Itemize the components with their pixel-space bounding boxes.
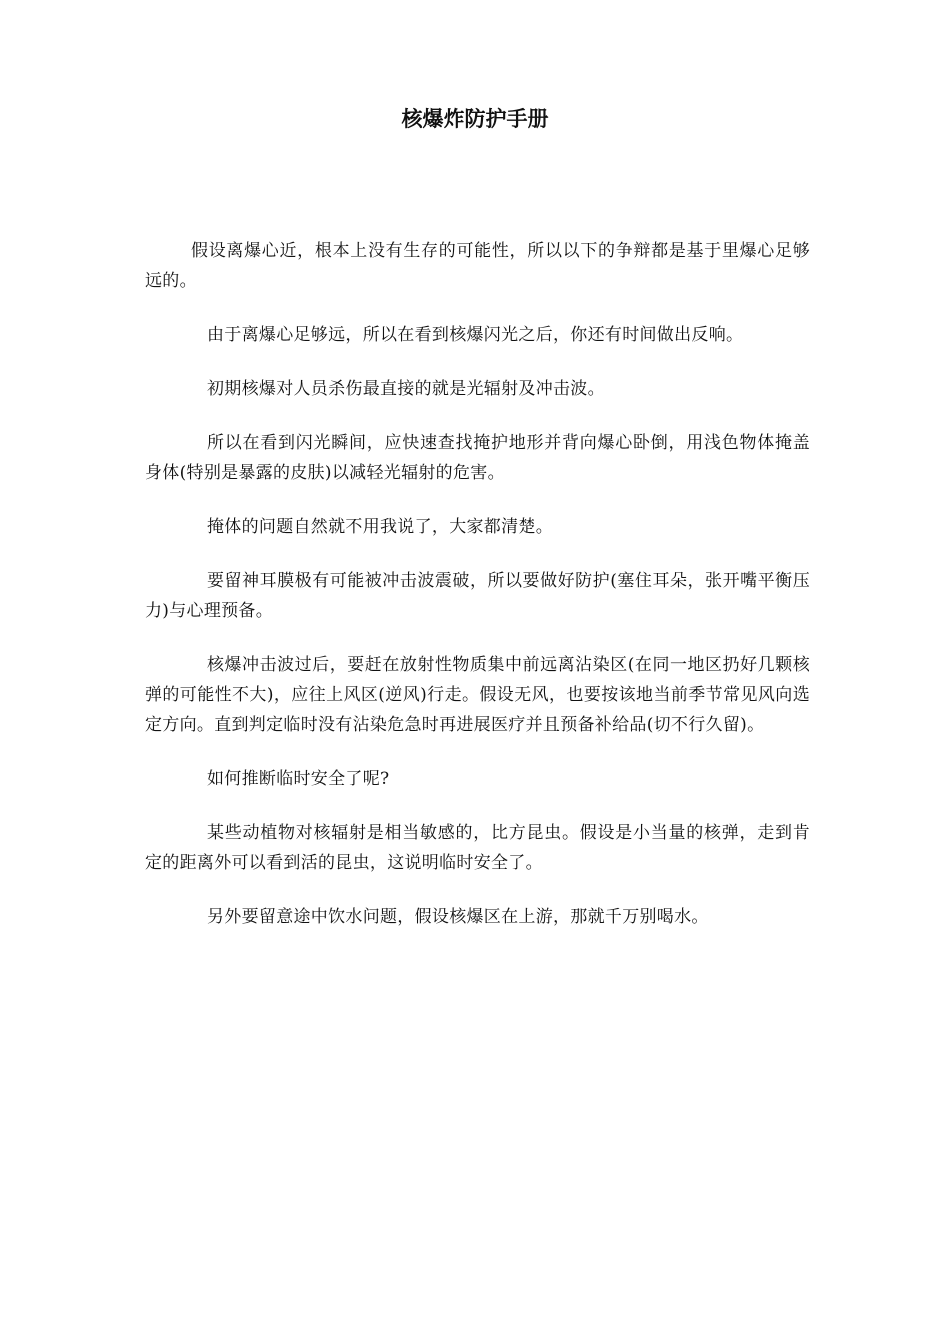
paragraph: 掩体的问题自然就不用我说了，大家都清楚。 xyxy=(207,517,553,537)
document-body xyxy=(145,236,810,956)
paragraph: 由于离爆心足够远，所以在看到核爆闪光之后，你还有时间做出反响。 xyxy=(207,325,744,345)
document-title: 核爆炸防护手册 xyxy=(401,106,549,131)
paragraph: 另外要留意途中饮水问题，假设核爆区在上游，那就千万别喝水。 xyxy=(207,907,709,927)
paragraph: 某些动植物对核辐射是相当敏感的，比方昆虫。假设是小当量的核弹，走到肯定的距离外可以看到活的昆虫，这说明临时安全了。 xyxy=(145,823,810,873)
paragraph: 所以在看到闪光瞬间，应快速查找掩护地形并背向爆心卧倒，用浅色物体掩盖身体(特别是暴露的皮肤)以减轻光辐射的危害。 xyxy=(145,433,810,483)
paragraph: 假设离爆心近，根本上没有生存的可能性，所以以下的争辩都是基于里爆心足够远的。 xyxy=(145,241,810,291)
paragraph: 核爆冲击波过后，要赶在放射性物质集中前远离沾染区(在同一地区扔好几颗核弹的可能性不大)，应往上风区(逆风)行走。假设无风，也要按该地当前季节常见风向选定方向。直到判定临时没有沾染危急时再进展医疗并且预备补给品(切不行久留)。 xyxy=(145,655,810,735)
paragraph: 要留神耳膜极有可能被冲击波震破，所以要做好防护(塞住耳朵，张开嘴平衡压力)与心理预备。 xyxy=(145,571,810,621)
paragraph: 初期核爆对人员杀伤最直接的就是光辐射及冲击波。 xyxy=(207,379,605,399)
paragraph: 如何推断临时安全了呢? xyxy=(207,769,390,789)
